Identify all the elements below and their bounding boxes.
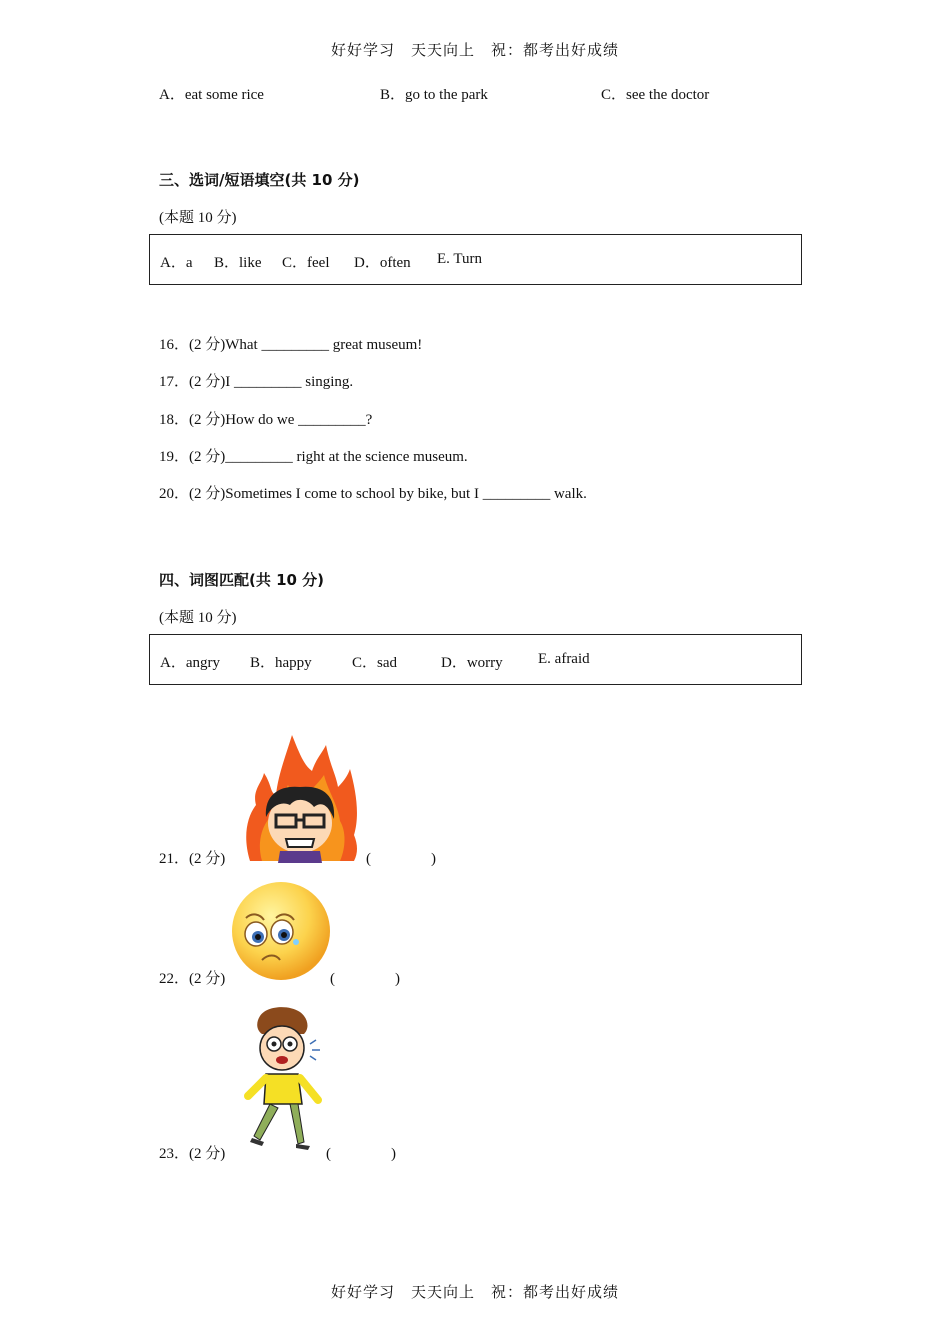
emotion-choice-b: B．happy [250, 655, 312, 671]
section-3-word-box [149, 234, 802, 285]
item-22-answer-blank: ( ) [330, 971, 400, 987]
word-choice-b: B．like [214, 255, 262, 271]
page-header: 好好学习 天天向上 祝：都考出好成绩 [330, 41, 619, 59]
question-19: 19．(2 分)_________ right at the science museum. [159, 449, 468, 465]
item-23-number: 23．(2 分) [159, 1146, 226, 1162]
section-4-note: (本题 10 分) [159, 610, 237, 626]
emotion-choice-d: D．worry [441, 655, 503, 671]
page-footer: 好好学习 天天向上 祝：都考出好成绩 [330, 1283, 619, 1301]
word-choice-a: A．a [160, 255, 193, 271]
section-3-note: (本题 10 分) [159, 210, 237, 226]
item-23-answer-blank: ( ) [326, 1146, 396, 1162]
question-17: 17．(2 分)I _________ singing. [159, 374, 354, 390]
option-c: C．see the doctor [601, 87, 710, 103]
emotion-choice-e: E. afraid [538, 651, 590, 667]
item-22-number: 22．(2 分) [159, 971, 226, 987]
emotion-choice-a: A．angry [160, 655, 220, 671]
angry-boy-fire-image [242, 735, 360, 863]
word-choice-c: C．feel [282, 255, 330, 271]
item-21-answer-blank: ( ) [366, 851, 436, 867]
emotion-choice-c: C．sad [352, 655, 398, 671]
section-4-title: 四、词图匹配(共 10 分) [159, 571, 325, 589]
question-20: 20．(2 分)Sometimes I come to school by bike, but I _________ walk. [159, 486, 587, 502]
section-4-word-box [149, 634, 802, 685]
item-21-number: 21．(2 分) [159, 851, 226, 867]
question-18: 18．(2 分)How do we _________? [159, 412, 373, 428]
afraid-boy-image [240, 1004, 326, 1156]
question-16: 16．(2 分)What _________ great museum! [159, 337, 423, 353]
worried-face-image [230, 880, 332, 982]
option-a: A．eat some rice [159, 87, 264, 103]
word-choice-d: D．often [354, 255, 411, 271]
word-choice-e: E. Turn [437, 251, 483, 267]
option-b: B．go to the park [380, 87, 488, 103]
section-3-title: 三、选词/短语填空(共 10 分) [159, 171, 360, 189]
